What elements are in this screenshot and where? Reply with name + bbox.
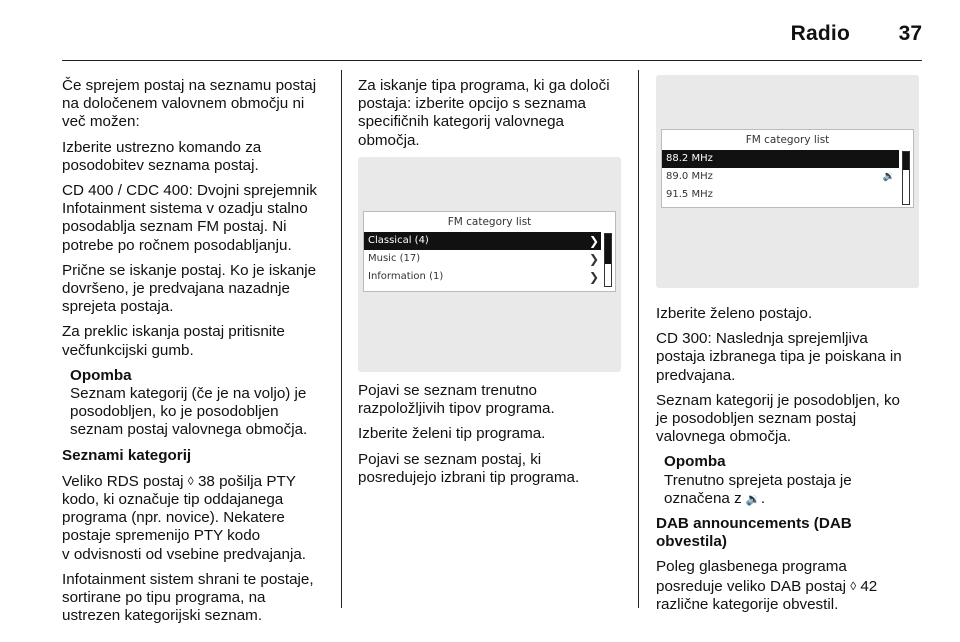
paragraph: Infotainment sistem shrani te postaje, sortirane po tipu programa, na ustrezen kategorijski seznam.	[62, 570, 314, 625]
scrollbar	[604, 233, 612, 287]
list-item: Music (17) ❯	[368, 252, 599, 266]
scrollbar-thumb	[903, 152, 909, 170]
note-heading: Opomba	[664, 453, 726, 471]
paragraph: Izberite ustrezno komando za posodobitev seznama postaj.	[62, 138, 262, 174]
header-rule	[62, 60, 922, 61]
paragraph: Za preklic iskanja postaj pritisnite večfunkcijski gumb.	[62, 323, 285, 359]
paragraph: Seznam kategorij je posodobljen, ko je posodobljen seznam postaj valovnega območja.	[656, 391, 900, 446]
list-item: 91.5 MHz	[666, 189, 713, 200]
paragraph: Poleg glasbenega programa posreduje veliko DAB postaj ◊ 42 različne kategorije obvestil.	[656, 558, 878, 613]
page-number: 37	[898, 22, 922, 45]
paragraph: Pojavi se seznam postaj, ki posredujejo izbrani tip programa.	[358, 450, 580, 486]
display-title: FM category list	[447, 216, 532, 228]
note-text: Seznam kategorij (če je na voljo) je posodobljen, ko je posodobljen seznam postaj valovnega območja.	[70, 385, 308, 439]
scrollbar-thumb	[605, 234, 611, 264]
section-heading: DAB announcements (DAB obvestila)	[656, 515, 852, 551]
column-3	[656, 305, 928, 621]
scrollbar	[902, 151, 910, 205]
paragraph: CD 400 / CDC 400: Dvojni sprejemnik Infotainment sistema v ozadju stalno posodablja seznam FM postaj. Ni potrebe po ročnem posodabljanju.	[62, 182, 317, 254]
paragraph: Pojavi se seznam trenutno razpoložljivih tipov programa.	[358, 382, 555, 418]
column-divider-1	[341, 70, 342, 608]
column-divider-2	[638, 70, 639, 608]
note-text: Trenutno sprejeta postaja je označena z 🔉.	[664, 471, 852, 507]
paragraph: Izberite želeni tip programa.	[358, 425, 546, 443]
page-reference-icon: ◊	[850, 578, 857, 593]
list-item: Classical (4) ❯	[364, 232, 601, 250]
page-header-title: Radio	[790, 22, 850, 45]
display-title: FM category list	[745, 134, 830, 146]
paragraph: Če sprejem postaj na seznamu postaj na določenem valovnem območju ni več možen:	[62, 77, 317, 131]
chevron-right-icon: ❯	[588, 234, 599, 248]
page-reference-icon: ◊	[187, 473, 194, 488]
list-item: 89.0 MHz 🔉	[662, 168, 899, 186]
category-list-display	[363, 211, 616, 292]
column-1	[62, 77, 334, 632]
list-item: Information (1) ❯	[368, 270, 599, 284]
paragraph: Prične se iskanje postaj. Ko je iskanje dovršeno, je predvajana nazadnje sprejeta postaja.	[62, 261, 317, 316]
paragraph: Veliko RDS postaj ◊ 38 pošilja PTY kodo, ki označuje tip oddajanega programa (npr. novice). Nekatere postaje spremenijo PTY kodo v odvisnosti od vsebine predvajanja.	[62, 472, 306, 563]
list-item: 88.2 MHz	[662, 150, 899, 168]
station-list-display	[661, 129, 914, 208]
paragraph: Izberite želeno postajo.	[656, 305, 813, 322]
paragraph: Za iskanje tipa programa, ki ga določi postaja: izberite opcijo s seznama specifičnih kategorij valovnega območja.	[358, 77, 610, 149]
paragraph: CD 300: Naslednja sprejemljiva postaja izbranega tipa je poiskana in predvajana.	[656, 330, 902, 384]
note-box	[62, 367, 334, 440]
section-heading: Seznami kategorij	[62, 446, 192, 464]
column-2	[358, 77, 630, 157]
station-list-screenshot	[656, 75, 919, 288]
chevron-right-icon: ❯	[588, 270, 599, 284]
category-list-screenshot	[358, 157, 621, 372]
note-heading: Opomba	[70, 366, 132, 384]
note-box	[656, 453, 928, 508]
speaker-icon: 🔉	[745, 491, 761, 506]
speaker-icon: 🔉	[882, 171, 895, 182]
chevron-right-icon: ❯	[588, 252, 599, 266]
column-2-lower	[358, 382, 630, 494]
